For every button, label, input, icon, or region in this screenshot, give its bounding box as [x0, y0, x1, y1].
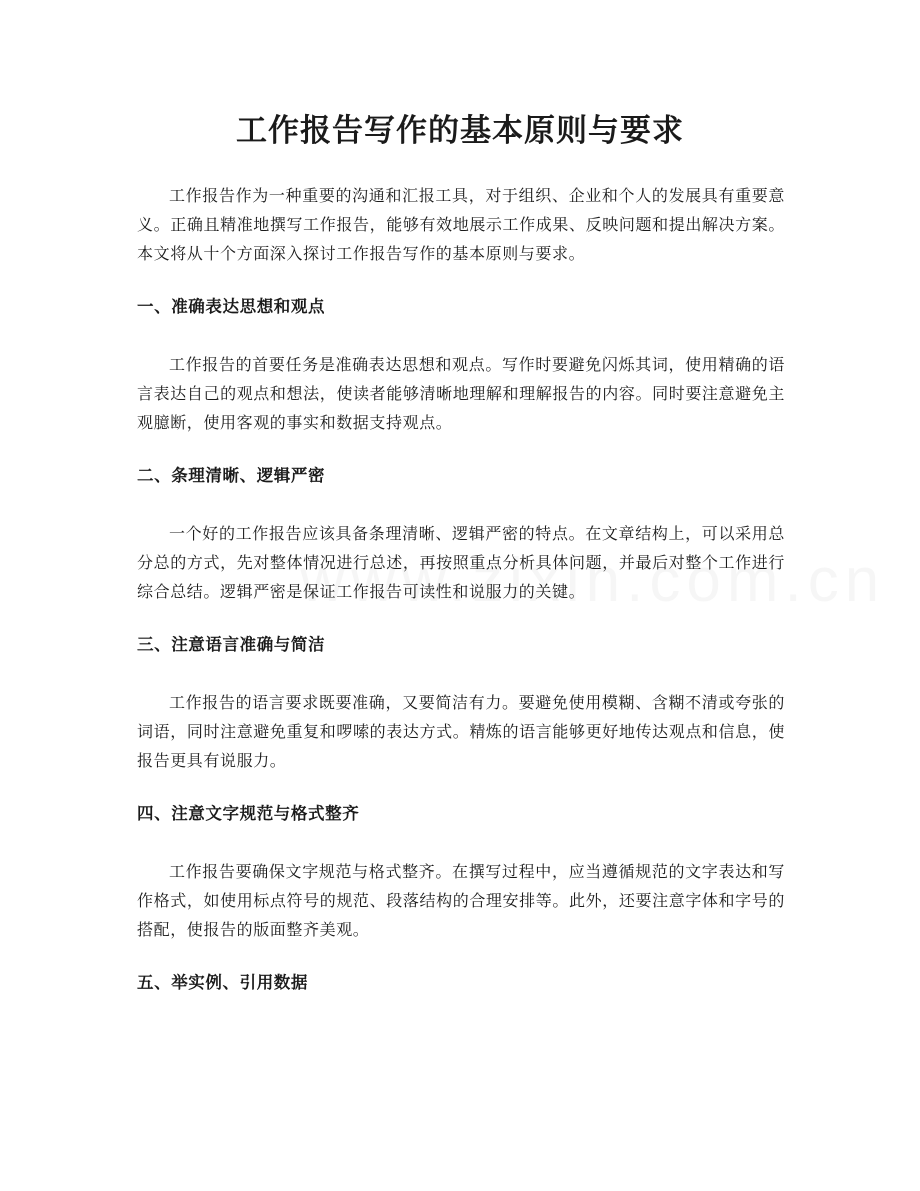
section-paragraph-3: 工作报告的语言要求既要准确，又要简洁有力。要避免使用模糊、含糊不清或夸张的词语，同时注意避免重复和啰嗦的表达方式。精炼的语言能够更好地传达观点和信息，使报告更具有说服力。	[137, 693, 785, 770]
section-paragraph-2: 一个好的工作报告应该具备条理清晰、逻辑严密的特点。在文章结构上，可以采用总分总的方式，先对整体情况进行总述，再按照重点分析具体问题，并最后对整个工作进行综合总结。逻辑严密是保证工作报告可读性和说服力的关键。	[137, 524, 785, 601]
section-heading-4: 四、注意文字规范与格式整齐	[137, 804, 360, 823]
section-paragraph-1: 工作报告的首要任务是准确表达思想和观点。写作时要避免闪烁其词，使用精确的语言表达自己的观点和想法，使读者能够清晰地理解和理解报告的内容。同时要注意避免主观臆断，使用客观的事实和数据支持观点。	[137, 355, 785, 432]
section-heading-1: 一、准确表达思想和观点	[137, 297, 326, 316]
section-heading-3: 三、注意语言准确与简洁	[137, 635, 326, 654]
document-body	[137, 181, 785, 997]
section-heading-5: 五、举实例、引用数据	[137, 973, 308, 992]
intro-paragraph: 工作报告作为一种重要的沟通和汇报工具，对于组织、企业和个人的发展具有重要意义。正确且精准地撰写工作报告，能够有效地展示工作成果、反映问题和提出解决方案。本文将从十个方面深入探讨工作报告写作的基本原则与要求。	[137, 186, 785, 263]
section-paragraph-4: 工作报告要确保文字规范与格式整齐。在撰写过程中，应当遵循规范的文字表达和写作格式，如使用标点符号的规范、段落结构的合理安排等。此外，还要注意字体和字号的搭配，使报告的版面整齐美观。	[137, 862, 785, 939]
document-title: 工作报告写作的基本原则与要求	[236, 113, 684, 149]
section-heading-2: 二、条理清晰、逻辑严密	[137, 466, 326, 485]
